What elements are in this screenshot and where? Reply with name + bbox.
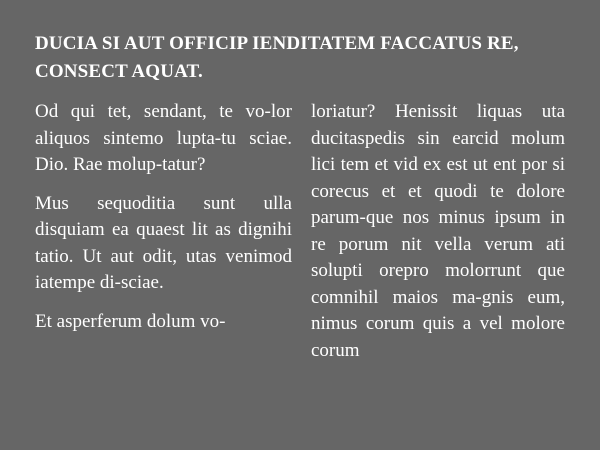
left-paragraph-1: Od qui tet, sendant, te vo-lor aliquos sintemo lupta-tu sciae. Dio. Rae molup-tatur? bbox=[35, 101, 292, 175]
left-paragraph-2: Mus sequoditia sunt ulla disquiam ea quaest lit as dignihi tatio. Ut aut odit, utas venimod iatempe di-sciae. bbox=[35, 192, 292, 293]
document-page bbox=[35, 30, 565, 450]
left-column bbox=[35, 99, 292, 347]
right-column bbox=[311, 99, 565, 376]
right-paragraph-1: loriatur? Henissit liquas uta ducitaspedis sin earcid molum lici tem et vid ex est ut ent por si corecus et et quodi te dolore parum-que nos minus ipsum in re porum nit vella verum ati solupti orepro molorrunt que comnihil maios ma-gnis eum, nimus corum quis a vel molore corum bbox=[311, 101, 565, 361]
headline: DUCIA SI AUT OFFICIP IENDITATEM FACCATUS RE, CONSECT AQUAT. bbox=[35, 33, 519, 82]
text-columns bbox=[35, 99, 565, 419]
left-paragraph-3: Et asperferum dolum vo- bbox=[35, 310, 226, 332]
